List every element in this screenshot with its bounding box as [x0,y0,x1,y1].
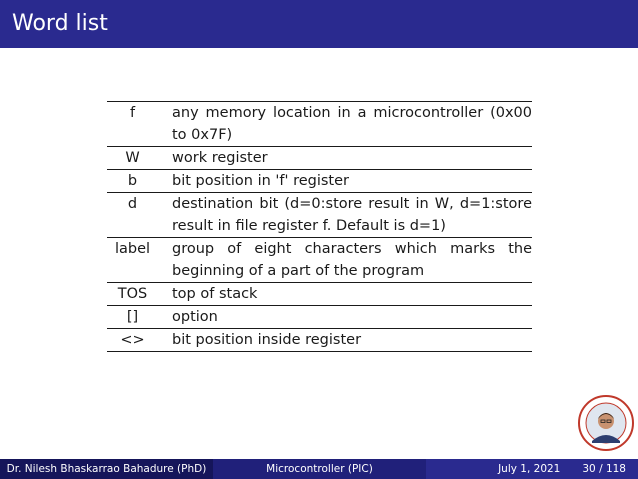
description-cell: top of stack [172,286,258,302]
description-cell: option [172,309,218,325]
description-cell: bit position inside register [172,332,362,348]
footer-author: Dr. Nilesh Bhaskarrao Bahadure (PhD) [0,459,213,479]
footer-date-page [426,459,638,479]
symbol-cell: label [114,241,151,257]
symbol-cell: b [127,173,138,189]
table-row [107,283,532,306]
symbol-cell: W [125,150,140,166]
table-row [107,147,532,170]
description-cell: work register [172,150,268,166]
footer-page-number: 30 / 118 [582,463,626,475]
footer-date: July 1, 2021 [498,463,561,475]
table-row [107,102,532,147]
word-list-table [107,101,532,352]
description-cell: group of eight characters which marks the beginning of a part of the program [172,241,532,279]
table-row [107,238,532,283]
description-cell: any memory location in a microcontroller (0x00 to 0x7F) [172,105,532,143]
table-row [107,170,532,193]
slide-footer [0,459,638,479]
table-row [107,329,532,352]
author-portrait-logo [578,395,634,451]
table-row [107,193,532,238]
symbol-cell: TOS [117,286,148,302]
description-cell: bit position in 'f' register [172,173,350,189]
symbol-cell: d [127,196,138,212]
description-cell: destination bit (d=0:store result in W, d=1:store result in file register f. Default is d=1) [172,196,532,234]
symbol-cell: f [129,105,136,121]
table-row [107,306,532,329]
symbol-cell: [] [126,309,139,325]
slide-title: Word list [0,0,638,48]
footer-subject: Microcontroller (PIC) [213,459,426,479]
symbol-cell: <> [120,332,145,348]
